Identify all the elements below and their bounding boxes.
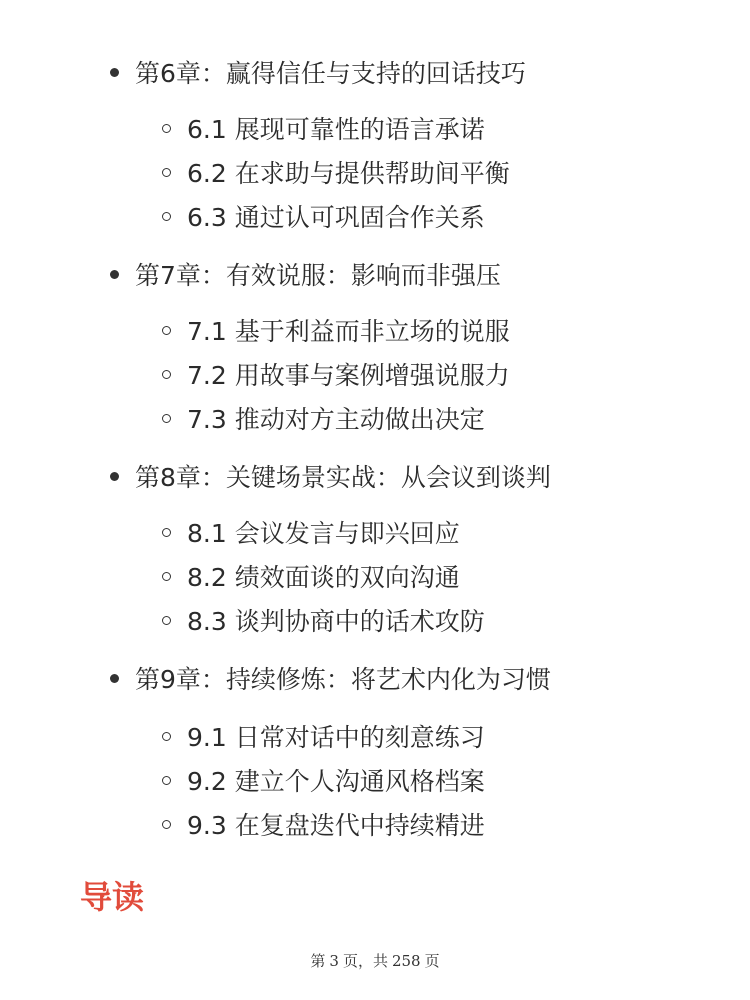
section-item[interactable] xyxy=(162,602,485,638)
section-title: 7.3 推动对方主动做出决定 xyxy=(187,405,485,434)
section-item[interactable] xyxy=(162,110,485,146)
bullet-circle-icon xyxy=(162,776,171,785)
bullet-circle-icon xyxy=(162,732,171,741)
section-item[interactable] xyxy=(162,154,510,190)
chapter-item[interactable] xyxy=(110,458,551,494)
bullet-disc-icon xyxy=(110,68,119,77)
bullet-disc-icon xyxy=(110,674,119,683)
section-item[interactable] xyxy=(162,312,510,348)
footer-prefix: 第 xyxy=(310,952,326,970)
bullet-circle-icon xyxy=(162,820,171,829)
section-item[interactable] xyxy=(162,806,485,842)
bullet-circle-icon xyxy=(162,168,171,177)
section-title: 9.1 日常对话中的刻意练习 xyxy=(187,723,485,752)
chapter-item[interactable] xyxy=(110,54,526,90)
section-title: 6.1 展现可靠性的语言承诺 xyxy=(187,115,485,144)
section-item[interactable] xyxy=(162,514,460,550)
section-title: 6.2 在求助与提供帮助间平衡 xyxy=(187,159,510,188)
chapter-title: 第8章：关键场景实战：从会议到谈判 xyxy=(135,463,551,492)
bullet-circle-icon xyxy=(162,528,171,537)
section-item[interactable] xyxy=(162,400,485,436)
section-title: 8.1 会议发言与即兴回应 xyxy=(187,519,460,548)
bullet-circle-icon xyxy=(162,326,171,335)
chapter-item[interactable] xyxy=(110,660,551,696)
bullet-circle-icon xyxy=(162,124,171,133)
section-title: 9.2 建立个人沟通风格档案 xyxy=(187,767,485,796)
section-item[interactable] xyxy=(162,558,460,594)
section-title: 7.2 用故事与案例增强说服力 xyxy=(187,361,510,390)
bullet-circle-icon xyxy=(162,370,171,379)
current-page-number: 3 xyxy=(329,952,339,970)
section-title: 9.3 在复盘迭代中持续精进 xyxy=(187,811,485,840)
chapter-item[interactable] xyxy=(110,256,501,292)
bullet-disc-icon xyxy=(110,270,119,279)
section-title: 7.1 基于利益而非立场的说服 xyxy=(187,317,510,346)
section-item[interactable] xyxy=(162,198,485,234)
section-heading: 导读 xyxy=(80,878,145,916)
section-item[interactable] xyxy=(162,718,485,754)
section-title: 6.3 通过认可巩固合作关系 xyxy=(187,203,485,232)
bullet-circle-icon xyxy=(162,212,171,221)
page-footer xyxy=(0,950,750,971)
bullet-circle-icon xyxy=(162,572,171,581)
chapter-title: 第6章：赢得信任与支持的回话技巧 xyxy=(135,59,526,88)
total-page-count: 258 xyxy=(391,952,421,970)
footer-suffix: 页 xyxy=(424,952,440,970)
footer-middle: 页，共 xyxy=(342,952,388,970)
bullet-circle-icon xyxy=(162,616,171,625)
bullet-disc-icon xyxy=(110,472,119,481)
section-title: 8.3 谈判协商中的话术攻防 xyxy=(187,607,485,636)
chapter-title: 第7章：有效说服：影响而非强压 xyxy=(135,261,501,290)
bullet-circle-icon xyxy=(162,414,171,423)
section-item[interactable] xyxy=(162,356,510,392)
chapter-title: 第9章：持续修炼：将艺术内化为习惯 xyxy=(135,665,551,694)
section-title: 8.2 绩效面谈的双向沟通 xyxy=(187,563,460,592)
section-item[interactable] xyxy=(162,762,485,798)
